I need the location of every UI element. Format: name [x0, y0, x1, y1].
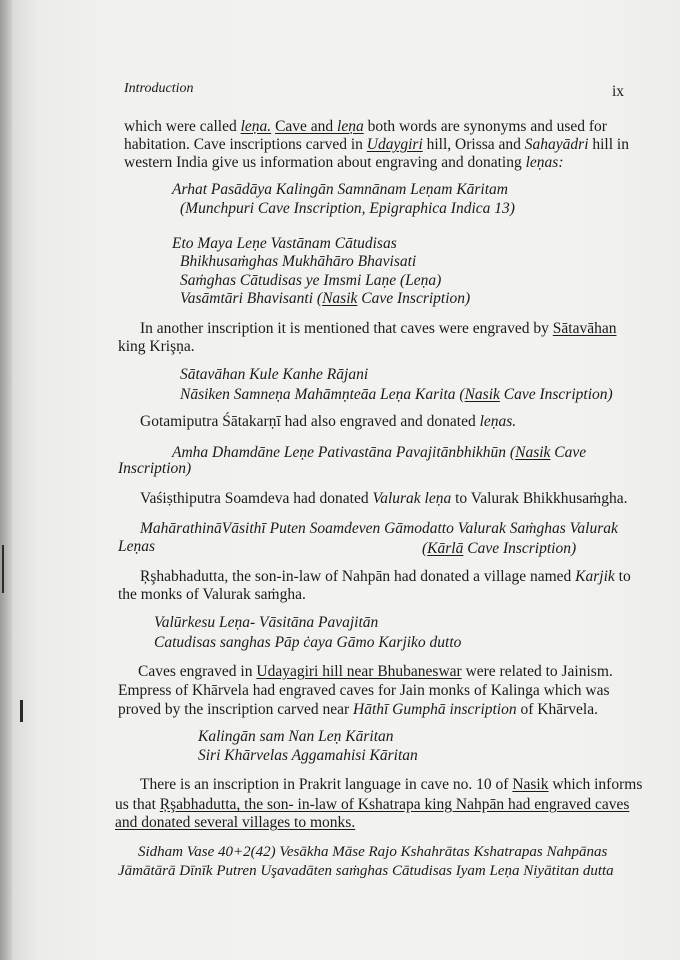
paragraph-line: Gotamiputra Śātakarṇī had also engraved and donated leṇas. [140, 413, 517, 430]
paragraph-line: which were called leṇa. Cave and leṇa both words are synonyms and used for [124, 118, 607, 135]
inscription-quote: Amha Dhamdāne Leṇe Pativastāna Pavajitānbhikhūn (Nasik Cave [172, 444, 587, 461]
inscription-quote: Kalingān sam Nan Leṇ Kāritan [198, 728, 394, 745]
paragraph-line: and donated several villages to monks. [115, 814, 356, 831]
inscription-quote: Vasāmtāri Bhavisanti (Nasik Cave Inscription) [180, 290, 471, 307]
inscription-quote: Inscription) [118, 460, 192, 477]
inscription-source: (Munchpuri Cave Inscription, Epigraphica Indica 13) [180, 200, 515, 217]
inscription-quote: Eto Maya Leṇe Vastānam Cātudisas [172, 235, 397, 252]
paragraph-line: western India give us information about engraving and donating leṇas: [124, 154, 564, 171]
paragraph-line: proved by the inscription carved near Hāthī Gumphā inscription of Khārvela. [118, 701, 598, 718]
inscription-quote: Sātavāhan Kule Kanhe Rājani [180, 366, 369, 383]
inscription-quote: Sidham Vase 40+2(42) Vesākha Māse Rajo Kshahrātas Kshatrapas Nahpānas [138, 844, 608, 860]
paragraph-line: There is an inscription in Prakrit language in cave no. 10 of Nasik which informs [140, 776, 643, 793]
margin-mark [20, 700, 23, 722]
inscription-quote: Arhat Pasādāya Kalingān Samnānam Leṇam Kāritam [172, 181, 508, 198]
inscription-quote: Leṇas [118, 538, 156, 555]
inscription-quote: Saṁghas Cātudisas ye Imsmi Laṇe (Leṇa) [180, 272, 442, 289]
inscription-quote: Valūrkesu Leṇa- Vāsitāna Pavajitān [154, 614, 379, 631]
inscription-quote: Jāmātārā Dīnīk Putren Uşavadāten saṁghas Cātudisas Iyam Leṇa Niyātitan dutta [118, 863, 614, 879]
inscription-source: (Kārlā Cave Inscription) [422, 540, 577, 557]
paragraph-line: Empress of Khārvela had engraved caves for Jain monks of Kalinga which was [118, 682, 610, 699]
page-number: ix [612, 83, 625, 100]
inscription-quote: Siri Khārvelas Aggamahisi Kāritan [198, 747, 418, 764]
paragraph-line: In another inscription it is mentioned that caves were engraved by Sātavāhan [140, 320, 617, 337]
page-binding-shadow [0, 0, 12, 960]
paragraph-line: king Krişṇa. [118, 338, 195, 355]
inscription-quote: MahārathināVāsithī Puten Soamdeven Gāmodatto Valurak Saṁghas Valurak [140, 520, 618, 537]
paragraph-line: habitation. Cave inscriptions carved in Udaygiri hill, Orissa and Sahayādri hill in [124, 136, 629, 153]
paragraph-line: the monks of Valurak saṁgha. [118, 586, 306, 603]
margin-mark [2, 545, 4, 593]
running-title: Introduction [124, 81, 194, 96]
inscription-quote: Bhikhusaṁghas Mukhāhāro Bhavisati [180, 253, 417, 270]
inscription-quote: Nāsiken Samneṇa Mahāmṇteāa Leṇa Karita (Nasik Cave Inscription) [180, 386, 613, 403]
paragraph-line: us that Ŗşabhadutta, the son- in-law of Kshatrapa king Nahpān had engraved caves [115, 796, 630, 813]
paragraph-line: Caves engraved in Udayagiri hill near Bhubaneswar were related to Jainism. [138, 663, 613, 680]
paragraph-line: Vaśiṣthiputra Soamdeva had donated Valurak leṇa to Valurak Bhikkhusaṁgha. [140, 490, 628, 507]
paragraph-line: Ŗşhabhadutta, the son-in-law of Nahpān had donated a village named Karjik to [140, 568, 631, 585]
inscription-quote: Catudisas sanghas Pāp ċaya Gāmo Karjiko dutto [154, 634, 462, 651]
